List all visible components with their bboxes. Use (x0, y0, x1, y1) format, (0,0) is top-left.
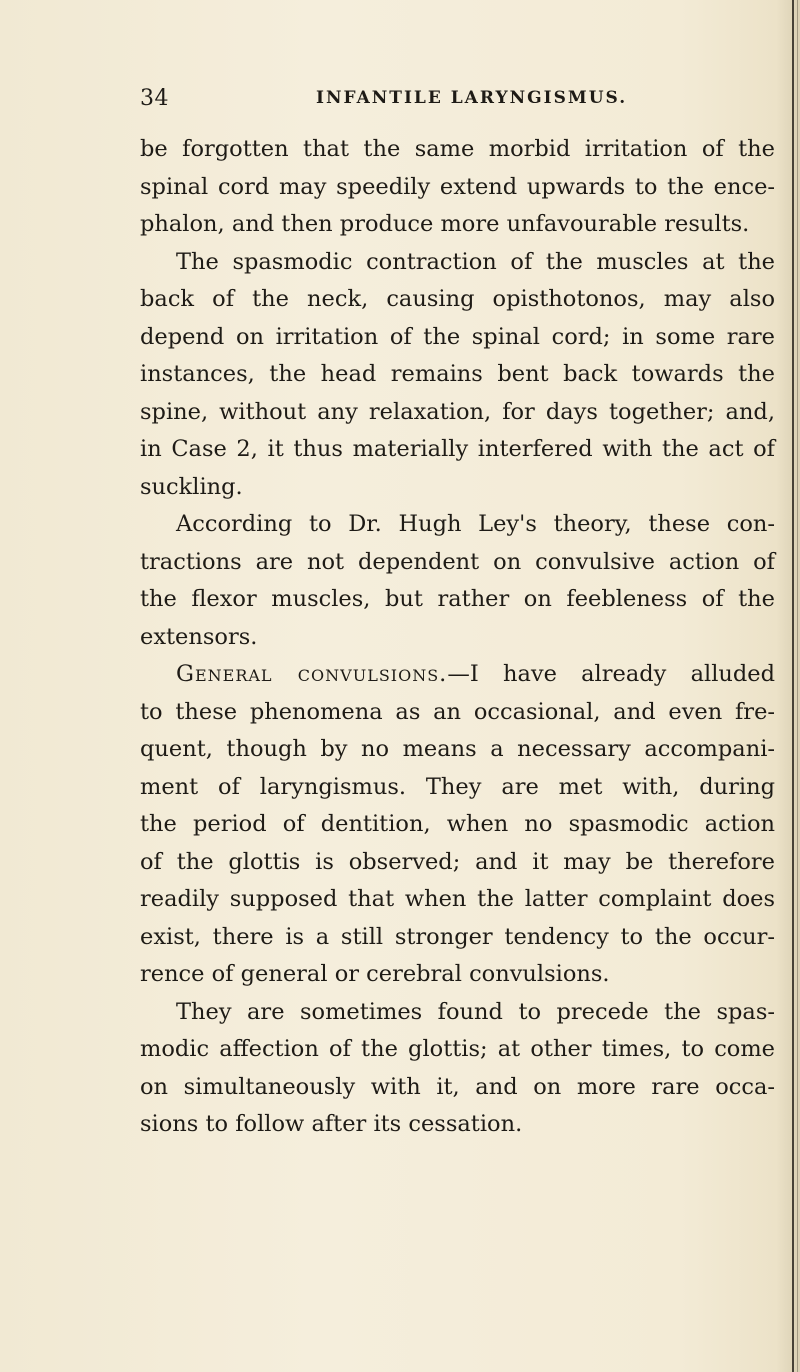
text-line (140, 731, 775, 769)
text-line-content: on simultaneously with it, and on more rare occa- (140, 1073, 775, 1100)
body-text (140, 131, 775, 1144)
text-line (140, 244, 775, 282)
page-header (140, 86, 780, 116)
text-line-content: spine, without any relaxation, for days together; and, (140, 398, 775, 425)
text-line-content: back of the neck, causing opisthotonos, may also (140, 286, 775, 312)
text-line (140, 1069, 775, 1107)
text-line-content: depend on irritation of the spinal cord; in some rare (140, 323, 775, 350)
text-line-content: extensors. (140, 623, 258, 650)
text-line-content: to these phenomena as an occasional, and even fre- (140, 698, 775, 725)
text-line (140, 581, 775, 619)
text-line-content: ment of laryngismus. They are met with, during (140, 773, 775, 800)
text-line (140, 169, 775, 207)
text-line (140, 356, 775, 394)
text-line (140, 881, 775, 919)
text-line-content: spinal cord may speedily extend upwards to the ence- (140, 173, 775, 200)
text-line (140, 769, 775, 807)
text-line (140, 544, 775, 582)
text-line (140, 319, 775, 357)
text-line-content: The spasmodic contraction of the muscles at the (176, 248, 775, 275)
page-edge-shadow (792, 0, 794, 1372)
text-line (140, 619, 775, 657)
text-line (140, 656, 775, 694)
text-line-content: readily supposed that when the latter complaint does (140, 886, 775, 912)
running-title: INFANTILE LARYNGISMUS. (316, 88, 628, 108)
text-line (140, 844, 775, 882)
text-line-content: According to Dr. Hugh Ley's theory, these con- (176, 511, 775, 537)
text-line (140, 1031, 775, 1069)
text-line-content: in Case 2, it thus materially interfered with the act of (140, 436, 775, 462)
text-line (140, 469, 775, 507)
text-line (140, 1106, 775, 1144)
text-line (140, 431, 775, 469)
text-line-content: tractions are not dependent on convulsive action of (140, 548, 775, 575)
text-line (140, 956, 775, 994)
text-line-content: sions to follow after its cessation. (140, 1111, 523, 1137)
text-line (140, 281, 775, 319)
text-line-content: phalon, and then produce more unfavourable results. (140, 211, 750, 237)
text-line-content: rence of general or cerebral convulsions. (140, 961, 610, 987)
text-line-content: suckling. (140, 473, 243, 500)
text-line (140, 394, 775, 432)
text-line (140, 919, 775, 957)
text-line (140, 806, 775, 844)
page-edge-line (797, 0, 798, 1372)
text-line-content: be forgotten that the same morbid irritation of the (140, 136, 775, 162)
text-line-content: exist, there is a still stronger tendency to the occur- (140, 923, 775, 950)
text-line (140, 131, 775, 169)
text-line-content: of the glottis is observed; and it may be therefore (140, 848, 775, 875)
page-number: 34 (140, 86, 169, 111)
text-line-content: They are sometimes found to precede the spas- (176, 998, 775, 1025)
text-line-content: quent, though by no means a necessary accompani- (140, 736, 775, 762)
text-line-content: modic affection of the glottis; at other times, to come (140, 1036, 775, 1062)
text-line-content: —I have already alluded (447, 661, 776, 687)
text-line-content: the period of dentition, when no spasmodic action (140, 811, 775, 837)
text-line (140, 506, 775, 544)
text-line-content: the flexor muscles, but rather on feebleness of the (140, 586, 775, 612)
section-heading-inline: General convulsions. (176, 661, 448, 687)
text-line-content: instances, the head remains bent back towards the (140, 361, 775, 387)
text-line (140, 694, 775, 732)
text-line (140, 206, 775, 244)
text-line (140, 994, 775, 1032)
